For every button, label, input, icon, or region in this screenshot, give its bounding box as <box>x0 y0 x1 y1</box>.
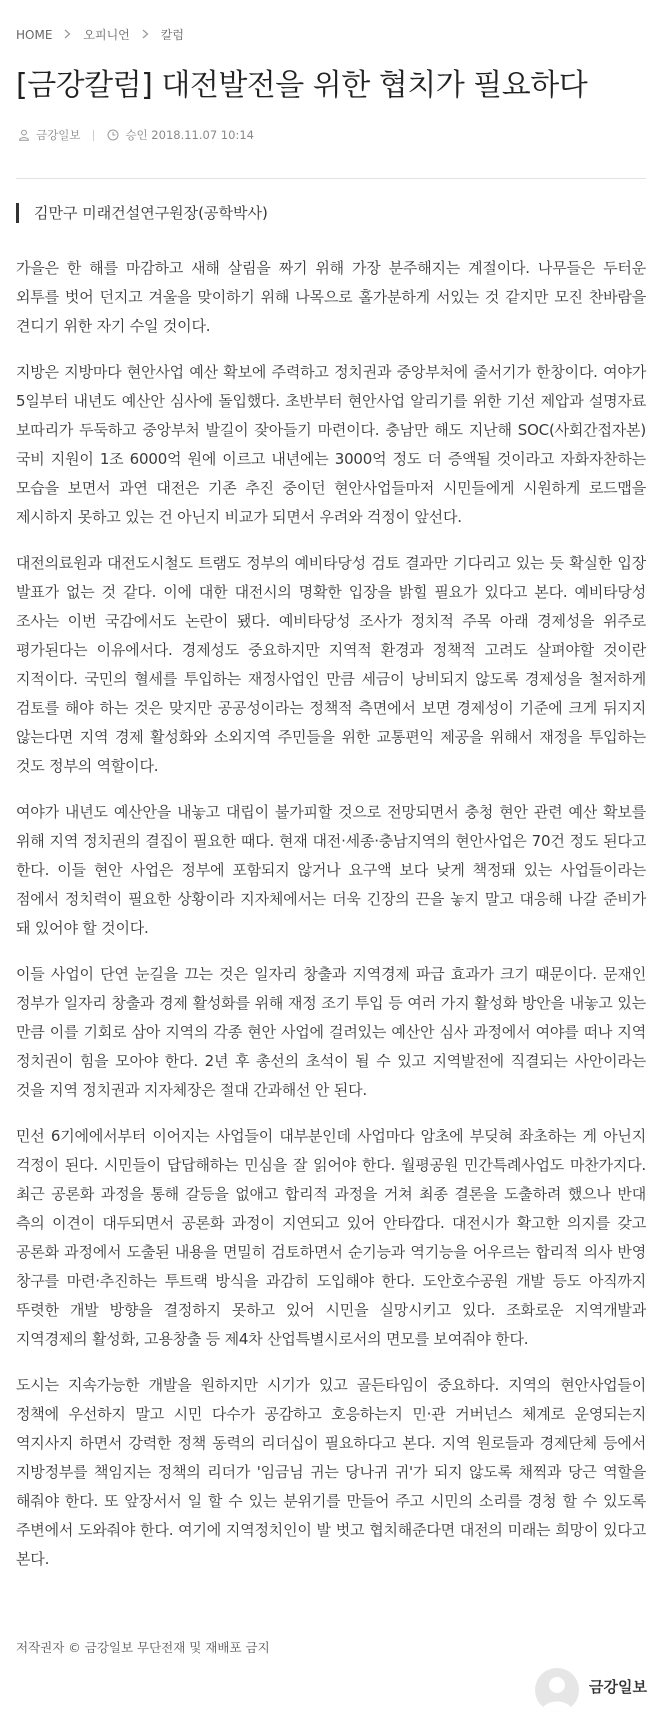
article-meta <box>18 127 254 143</box>
breadcrumb-section[interactable]: 오피니언 <box>83 28 130 42</box>
chevron-right-icon <box>64 28 71 42</box>
copyright-notice: 저작권자 © 금강일보 무단전재 및 재배포 금지 <box>16 1640 270 1655</box>
chevron-right-icon <box>142 28 149 42</box>
article-paragraph: 도시는 지속가능한 개발을 원하지만 시기가 있고 골든타임이 중요하다. 지역의 현안사업들이 정책에 우선하지 말고 시민 다수가 공감하고 호응하는지 민·관 거버넌스 체계로 운영되는지 역지사지 하면서 강력한 정책 동력의 리더십이 필요하다고 본다. 지역 원로들과 경제단체 등에서 지방정부를 책임지는 정책의 리더가 '임금님 귀는 당나귀 귀'가 되지 않도록 채찍과 당근 역할을 해줘야 한다. 또 앞장서서 일 할 수 있는 분위기를 만들어 주고 시민의 소리를 경청 할 수 있도록 주변에서 도와줘야 한다. 여기에 지역정치인이 발 벗고 협치해준다면 대전의 미래는 희망이 있다고 본다. <box>16 1376 646 1568</box>
breadcrumb-subsection[interactable]: 칼럼 <box>160 28 184 42</box>
article-paragraph: 대전의료원과 대전도시철도 트램도 정부의 예비타당성 검토 결과만 기다리고 있는 듯 확실한 입장 발표가 없는 것 같다. 이에 대한 대전시의 명확한 입장을 밝힐 필요가 있다고 본다. 예비타당성 조사는 이번 국감에서도 논란이 됐다. 예비타당성 조사가 정치적 주목 아래 경제성을 위주로 평가된다는 이유에서다. 경제성도 중요하지만 지역적 환경과 정책적 고려도 살펴야할 것이란 지적이다. 국민의 혈세를 투입하는 재정사업인 만큼 세금이 낭비되지 않도록 경제성을 철저하게 검토를 해야 하는 것은 맞지만 공공성이라는 정책적 측면에서 보면 경제성이 기준에 크게 뒤지지 않는다면 지역 경제 활성화와 소외지역 주민들을 위한 교통편익 제공을 위해서 재정을 투입하는 것도 정부의 역할이다. <box>16 554 646 775</box>
avatar <box>535 1668 579 1712</box>
article-body <box>16 254 646 1591</box>
clock-icon <box>107 129 119 141</box>
article-paragraph: 민선 6기에에서부터 이어지는 사업들이 대부분인데 사업마다 암초에 부딪혀 좌초하는 게 아닌지 걱정이 된다. 시민들이 답답해하는 민심을 잘 읽어야 한다. 월평공원 민간특례사업도 마찬가지다. 최근 공론화 과정을 통해 갈등을 없애고 합리적 과정을 거쳐 최종 결론을 도출하려 했으나 반대 측의 이견이 대두되면서 공론화 과정이 지연되고 있어 안타깝다. 대전시가 확고한 의지를 갖고 공론화 과정에서 도출된 내용을 면밀히 검토하면서 순기능과 역기능을 어우르는 합리적 의사 반영 창구를 마련·추진하는 투트랙 방식을 과감히 도입해야 한다. 도안호수공원 개발 등도 아직까지 뚜렷한 개발 방향을 결정하지 못하고 있어 시민을 실망시키고 있다. 조화로운 지역개발과 지역경제의 활성화, 고용창출 등 제4차 산업특별시로서의 면모를 보여줘야 한다. <box>16 1127 646 1348</box>
publisher-name: 금강일보 <box>36 128 81 142</box>
breadcrumb <box>16 28 184 42</box>
person-icon <box>18 129 30 141</box>
meta-divider <box>93 130 94 141</box>
article-paragraph: 이들 사업이 단연 눈길을 끄는 것은 일자리 창출과 지역경제 파급 효과가 크기 때문이다. 문재인 정부가 일자리 창출과 경제 활성화를 위해 재정 조기 투입 등 여러 가지 활성화 방안을 내놓고 있는 만큼 이를 기회로 삼아 지역의 각종 현안 사업에 걸려있는 예산안 심사 과정에서 여야를 떠나 지역 정치권이 힘을 모아야 한다. 2년 후 총선의 초석이 될 수 있고 지역발전에 직결되는 사안이라는 것을 지역 정치권과 지자체장은 절대 간과해선 안 된다. <box>16 965 646 1099</box>
article-paragraph: 여야가 내년도 예산안을 내놓고 대립이 불가피할 것으로 전망되면서 충청 현안 관련 예산 확보를 위해 지역 정치권의 결집이 필요한 때다. 현재 대전·세종·충남지역의 현안사업은 70건 정도 된다고 한다. 이들 현안 사업은 정부에 포함되지 않거나 요구액 보다 낮게 책정돼 있는 사업들이라는 점에서 정치력이 필요한 상황이라 지자체에서는 더욱 긴장의 끈을 놓지 말고 대응해 나갈 준비가 돼 있어야 할 것이다. <box>16 803 646 937</box>
article-title: [금강칼럼] 대전발전을 위한 협치가 필요하다 <box>16 68 588 103</box>
article-paragraph: 지방은 지방마다 현안사업 예산 확보에 주력하고 정치권과 중앙부처에 줄서기가 한창이다. 여야가 5일부터 내년도 예산안 심사에 돌입했다. 초반부터 현안사업 알리기를 위한 기선 제압과 설명자료 보따리가 두둑하고 중앙부처 발길이 잦아들기 마련이다. 충남만 해도 지난해 SOC(사회간접자본) 국비 지원이 1조 6000억 원에 이르고 내년에는 3000억 정도 더 증액될 것이라고 자화자찬하는 모습을 보면서 과연 대전은 기존 추진 중이던 현안사업들마저 시민들에게 시원하게 로드맵을 제시하지 못하고 있는 건 아닌지 비교가 되면서 우려와 걱정이 앞선다. <box>16 363 646 526</box>
publisher-label: 금강일보 <box>589 1678 647 1696</box>
publisher-box[interactable] <box>535 1676 647 1712</box>
article-paragraph: 가을은 한 해를 마감하고 새해 살림을 짜기 위해 가장 분주해지는 계절이다. 나무들은 두터운 외투를 벗어 던지고 겨울을 맞이하기 위해 나목으로 홀가분하게 서있는 것 같지만 모진 찬바람을 견디기 위한 자기 수일 것이다. <box>16 259 646 335</box>
title-divider <box>16 178 646 179</box>
approved-date: 승인 2018.11.07 10:14 <box>125 128 254 142</box>
author-line: 김만구 미래건설연구원장(공학박사) <box>16 203 268 223</box>
breadcrumb-home[interactable]: HOME <box>16 28 53 42</box>
